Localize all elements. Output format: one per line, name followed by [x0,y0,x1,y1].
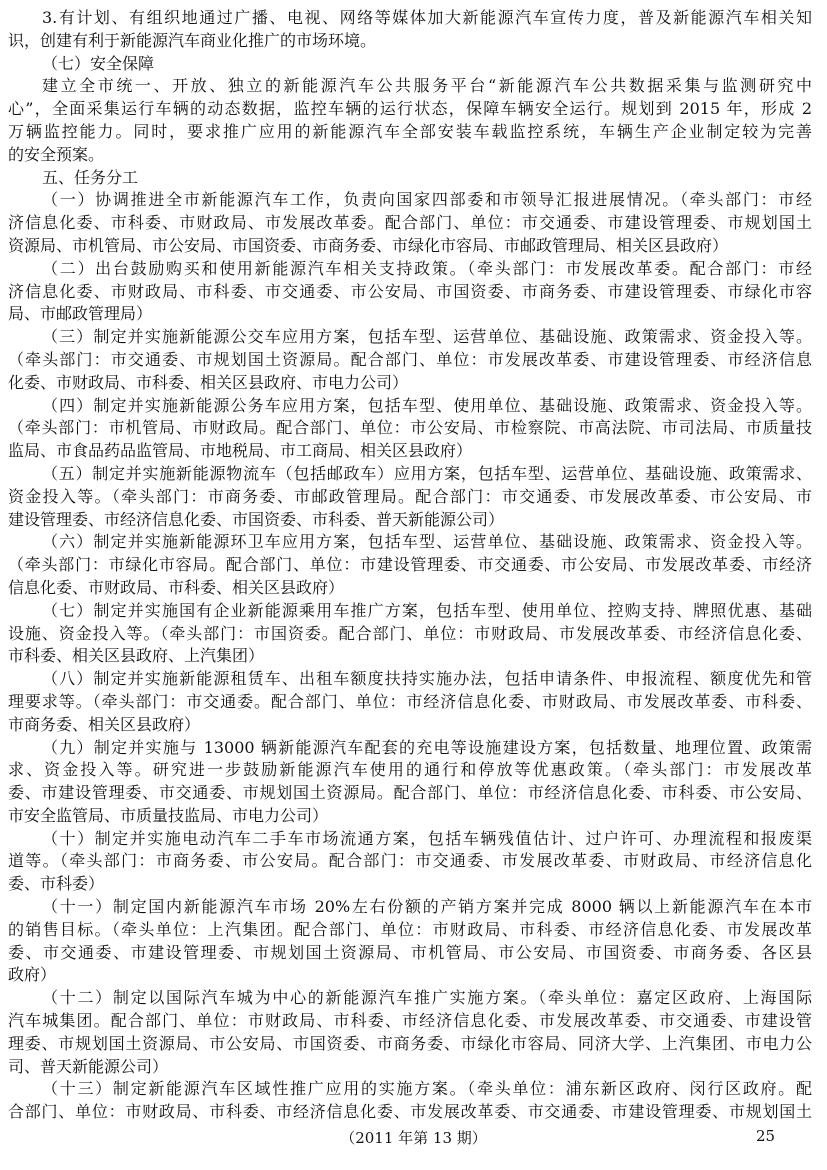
paragraph-line: 的安全预案。 [8,144,105,164]
paragraph-line: 五、任务分工 [42,167,139,187]
paragraph-line: 3.有计划、有组织地通过广播、电视、网络等媒体加大新能源汽车宣传力度，普及新能源汽车相关知 [42,8,812,27]
paragraph-line: （二）出台鼓励购买和使用新能源汽车相关支持政策。（牵头部门：市发展改革委。配合部门：市经 [42,258,812,278]
paragraph-line: 合部门、单位：市财政局、市科委、市经济信息化委、市发展改革委、市交通委、市建设管理委、市规划国土 [8,1102,812,1122]
paragraph [8,53,812,76]
paragraph-line: （十）制定并实施电动汽车二手车市场流通方案，包括车辆残值估计、过户许可、办理流程和报废渠 [42,828,812,848]
paragraph-line: 建立全市统一、开放、独立的新能源汽车公共服务平台“新能源汽车公共数据采集与监测研究中 [42,76,812,96]
document-body [8,7,812,1124]
paragraph-line: 资源局、市机管局、市公安局、市国资委、市商务委、市绿化市容局、市邮政管理局、相关区县政府） [8,235,729,255]
paragraph-line: （牵头部门：市交通委、市规划国土资源局。配合部门、单位：市发展改革委、市建设管理委、市经济信息 [8,349,812,369]
paragraph-line: 局、市邮政管理局） [8,304,153,324]
paragraph-line: 市商务委、相关区县政府） [8,714,201,734]
paragraph-line: （七）安全保障 [42,53,155,73]
paragraph-line: 司、普天新能源公司） [8,1056,169,1076]
paragraph-line: 信息化委、市财政局、市科委、相关区县政府） [8,577,345,597]
paragraph-line: （十三）制定新能源汽车区域性推广应用的实施方案。（牵头单位：浦东新区政府、闵行区政府。配 [42,1079,812,1099]
paragraph-line: 资金投入等。（牵头部门：市商务委、市邮政管理局。配合部门：市交通委、市发展改革委、市公安局、市 [8,486,812,506]
paragraph-line: 心”，全面采集运行车辆的动态数据，监控车辆的运行状态，保障车辆安全运行。规划到 2015 年，形成 2 [8,99,812,119]
paragraph-line: 化委、市财政局、市科委、相关区县政府、市电力公司） [8,372,409,392]
paragraph [8,737,812,828]
paragraph-line: （四）制定并实施新能源公务车应用方案，包括车型、使用单位、基础设施、政策需求、资金投入等。 [42,395,812,415]
paragraph-line: 政府） [8,965,57,985]
paragraph-line: 监局、市食品药品监管局、市地税局、市工商局、相关区县政府） [8,441,473,461]
paragraph-line: （九）制定并实施与 13000 辆新能源汽车配套的充电等设施建设方案，包括数量、地理位置、政策需 [42,737,812,757]
paragraph-line: 道等。（牵头部门：市商务委、市公安局。配合部门：市交通委、市发展改革委、市财政局、市经济信息化 [8,851,812,871]
paragraph [8,167,812,190]
paragraph [8,896,812,987]
paragraph-line: （一）协调推进全市新能源汽车工作，负责向国家四部委和市领导汇报进展情况。（牵头部门：市经 [42,190,812,210]
paragraph-line: 求、资金投入等。研究进一步鼓励新能源汽车使用的通行和停放等优惠政策。（牵头部门：市发展改革 [8,760,812,780]
paragraph-line: 汽车城集团。配合部门、单位：市财政局、市科委、市经济信息化委、市发展改革委、市交通委、市建设管 [8,1011,812,1031]
paragraph-line: （十二）制定以国际汽车城为中心的新能源汽车推广实施方案。（牵头单位：嘉定区政府、上海国际 [42,988,812,1008]
paragraph [8,258,812,326]
paragraph-line: 万辆监控能力。同时，要求推广应用的新能源汽车全部安装车载监控系统，车辆生产企业制定较为完善 [8,121,812,141]
paragraph [8,668,812,736]
paragraph-line: 委、市建设管理委、市交通委、市规划国土资源局。配合部门、单位：市经济信息化委、市科委、市公安局、 [8,783,812,803]
paragraph-line: （三）制定并实施新能源公交车应用方案，包括车型、运营单位、基础设施、政策需求、资金投入等。 [42,327,812,347]
paragraph-line: （十一）制定国内新能源汽车市场 20%左右份额的产销方案并完成 8000 辆以上新能源汽车在本市 [42,897,812,917]
paragraph-line: 理委、市规划国土资源局、市公安局、市国资委、市商务委、市绿化市容局、同济大学、上汽集团、市电力公 [8,1033,812,1053]
paragraph [8,189,812,257]
paragraph [8,531,812,599]
paragraph [8,1078,812,1124]
page-number: 25 [756,1127,776,1145]
paragraph-line: 识，创建有利于新能源汽车商业化推广的市场环境。 [8,30,377,50]
paragraph-line: 设施、资金投入等。（牵头部门：市国资委。配合部门、单位：市财政局、市发展改革委、市经济信息化委、 [8,623,812,643]
paragraph-line: （六）制定并实施新能源环卫车应用方案，包括车型、运营单位、基础设施、政策需求、资金投入等。 [42,532,812,552]
footer-issue-label: （2011 年第 13 期） [340,1129,487,1147]
paragraph-line: 市科委、相关区县政府、上汽集团） [8,646,265,666]
paragraph [8,326,812,394]
paragraph-line: 济信息化委、市科委、市财政局、市发展改革委。配合部门、单位：市交通委、市建设管理委、市规划国土 [8,213,812,233]
paragraph-line: （牵头部门：市绿化市容局。配合部门、单位：市建设管理委、市交通委、市公安局、市发展改革委、市经济 [8,555,812,575]
paragraph-line: （八）制定并实施新能源租赁车、出租车额度扶持实施办法，包括申请条件、申报流程、额度优先和管 [42,669,812,689]
paragraph [8,395,812,463]
paragraph [8,828,812,896]
paragraph-line: 委、市科委） [8,874,105,894]
paragraph [8,987,812,1078]
paragraph-line: 建设管理委、市经济信息化委、市国资委、市科委、普天新能源公司） [8,509,505,529]
paragraph [8,7,812,53]
paragraph-line: （五）制定并实施新能源物流车（包括邮政车）应用方案，包括车型、运营单位、基础设施、政策需求、 [42,463,812,483]
paragraph [8,75,812,166]
paragraph [8,463,812,531]
paragraph [8,600,812,668]
paragraph-line: （七）制定并实施国有企业新能源乘用车推广方案，包括车型、使用单位、控购支持、牌照优惠、基础 [42,600,812,620]
paragraph-line: 委、市交通委、市建设管理委、市规划国土资源局、市机管局、市公安局、市国资委、市商务委、各区县 [8,942,812,962]
paragraph-line: 济信息化委、市财政局、市科委、市交通委、市公安局、市国资委、市商务委、市建设管理委、市绿化市容 [8,281,812,301]
paragraph-line: （牵头部门：市机管局、市财政局。配合部门、单位：市公安局、市检察院、市高法院、市司法局、市质量技 [8,418,812,438]
paragraph-line: 市安全监管局、市质量技监局、市电力公司） [8,805,329,825]
paragraph-line: 的销售目标。（牵头单位：上汽集团。配合部门、单位：市财政局、市科委、市经济信息化委、市发展改革 [8,919,812,939]
paragraph-line: 理要求等。（牵头部门：市交通委。配合部门、单位：市经济信息化委、市财政局、市发展改革委、市科委、 [8,691,812,711]
